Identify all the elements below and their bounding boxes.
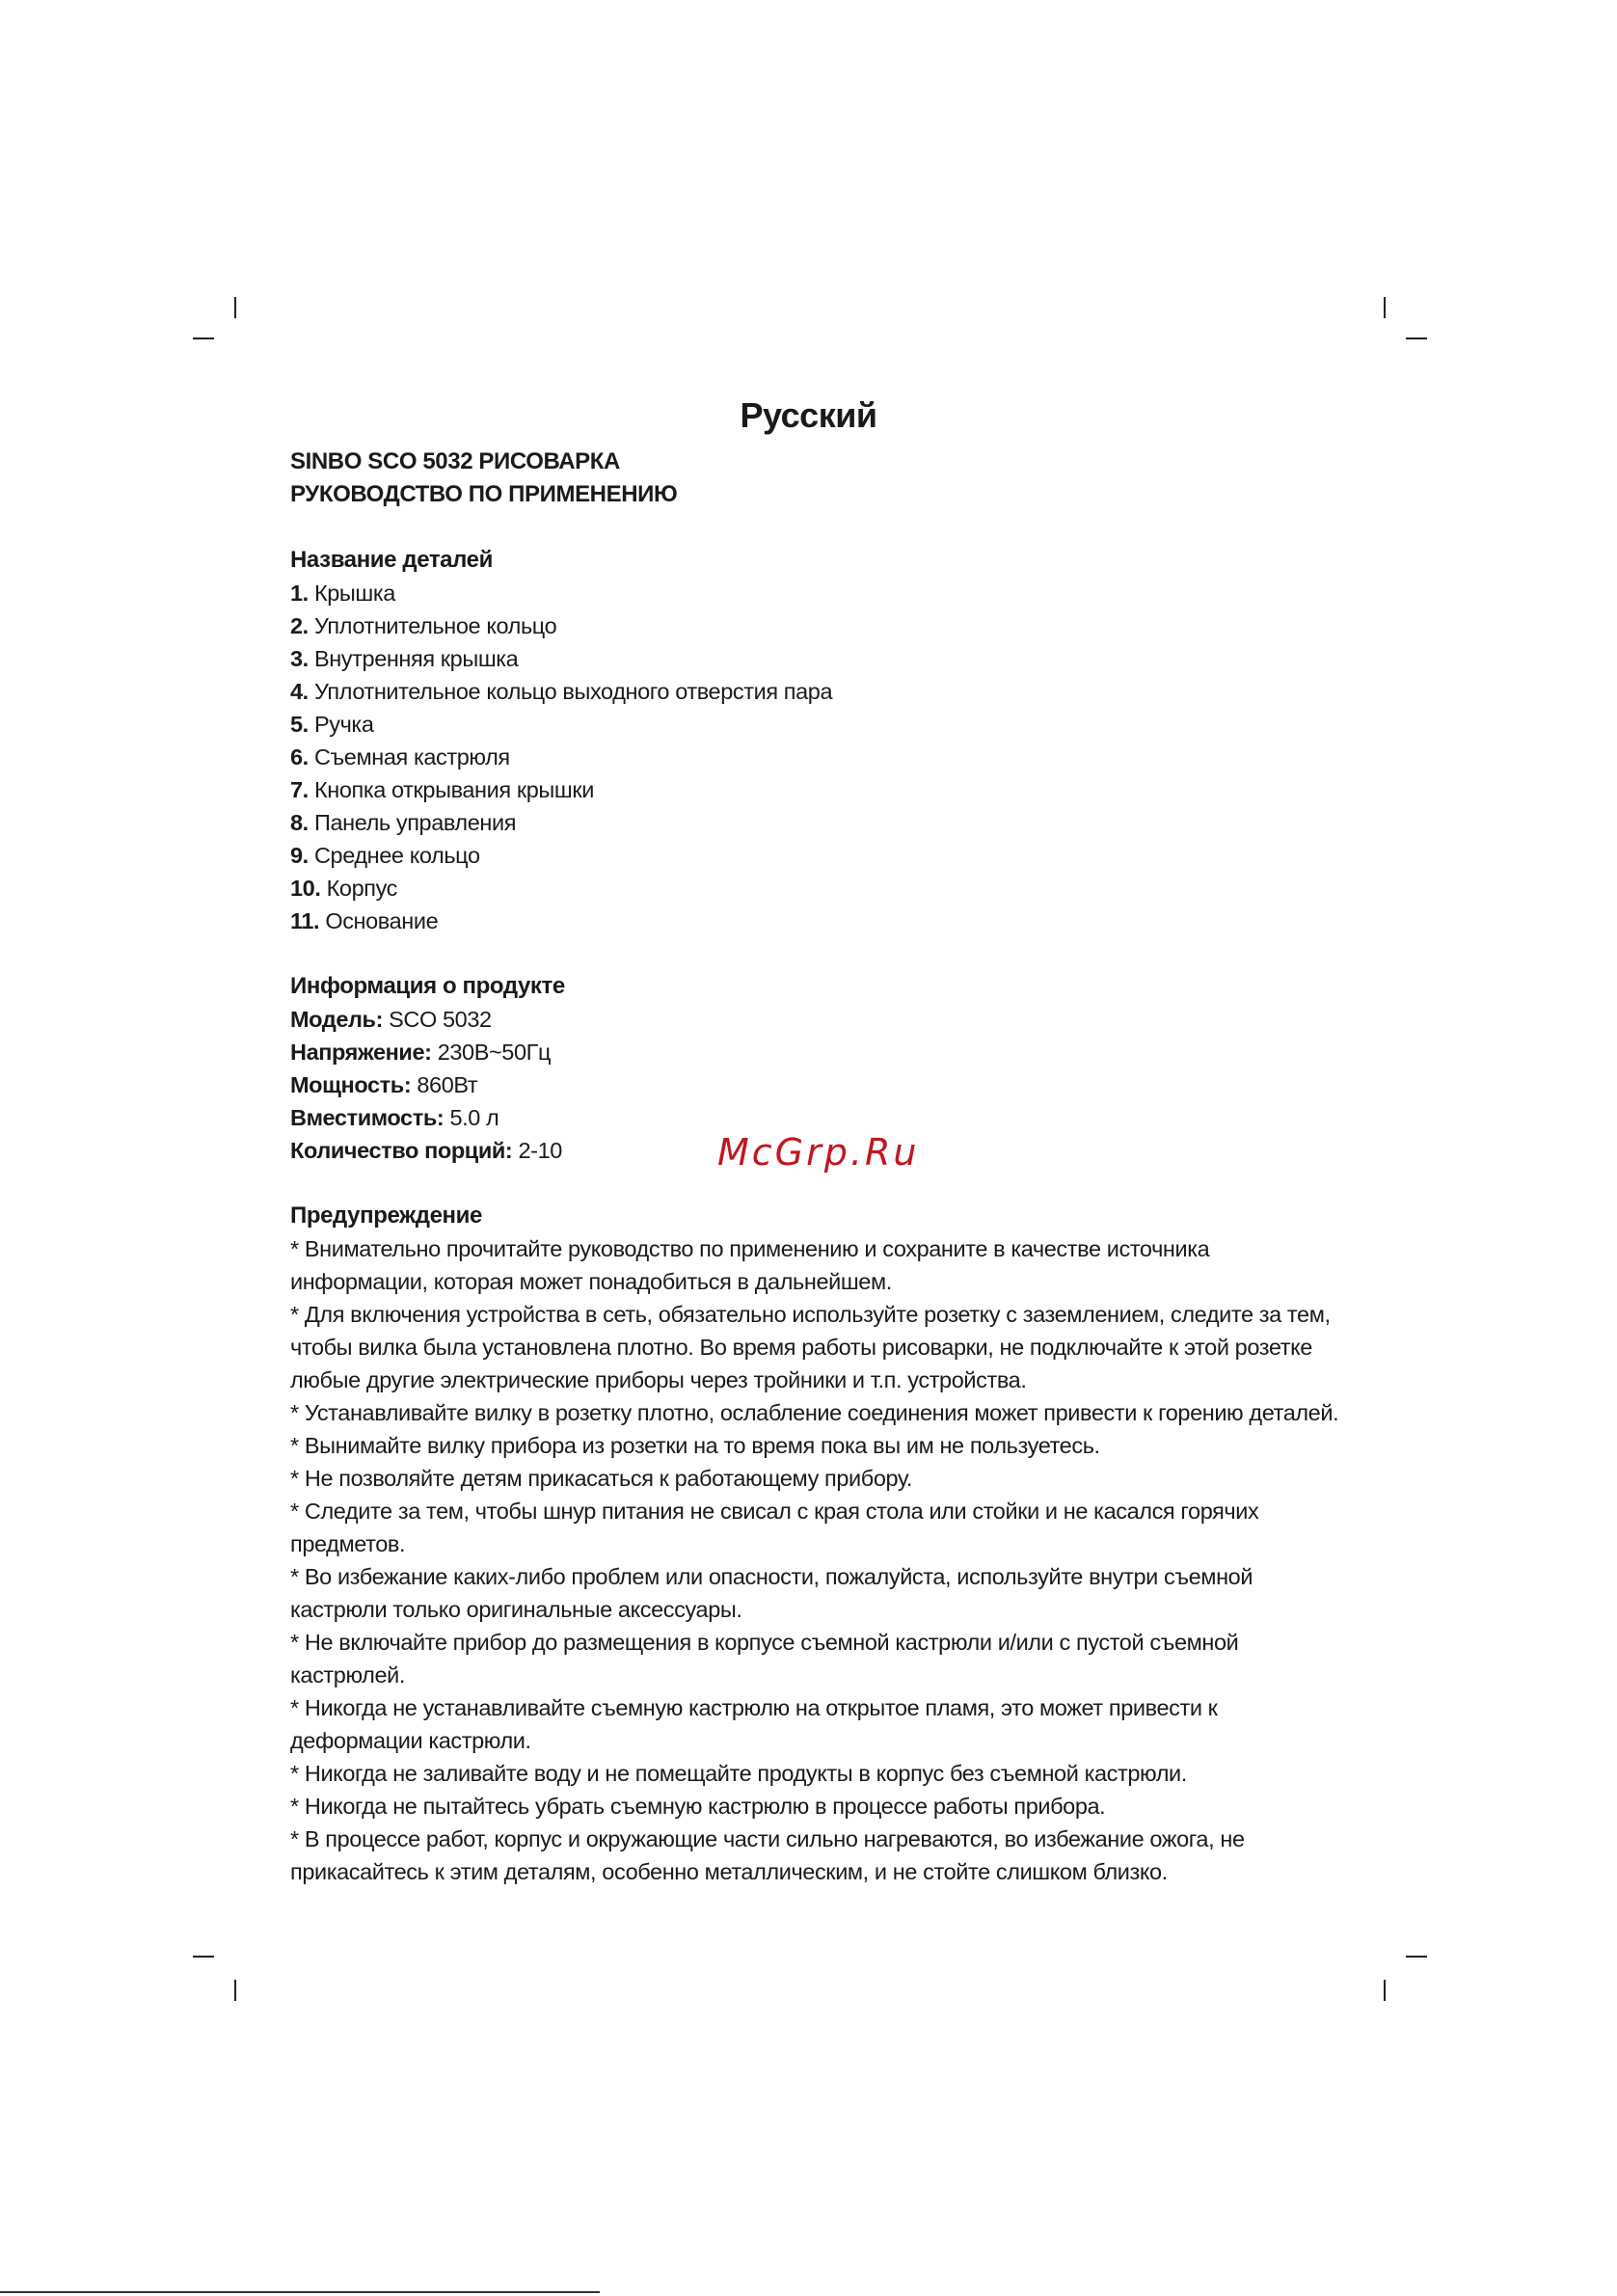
part-name: Среднее кольцо [313,843,480,868]
document-title-line2: РУКОВОДСТВО ПО ПРИМЕНЕНИЮ [290,481,678,507]
part-name: Уплотнительное кольцо выходного отверстия пара [313,679,833,704]
part-name: Съемная кастрюля [313,744,510,770]
warning-item: * Не позволяйте детям прикасаться к работающему прибору. [290,1466,913,1491]
warning-item: * Никогда не пытайтесь убрать съемную кастрюлю в процессе работы прибора. [290,1794,1106,1819]
product-info-label: Напряжение: [290,1040,432,1065]
part-name: Основание [325,908,439,933]
product-info-heading: Информация о продукте [290,973,565,999]
crop-mark-top-right-horizontal [1406,338,1427,339]
part-number: 11. [290,908,320,933]
parts-list [290,577,1351,937]
part-item [290,905,1351,937]
crop-mark-top-left-horizontal [193,338,214,339]
part-name: Крышка [313,581,395,606]
part-item [290,806,1351,839]
product-info-value: 5.0 л [449,1105,499,1130]
part-number: 8. [290,810,309,835]
warning-item: * Внимательно прочитайте руководство по применению и сохраните в качестве источника информации, которая может понадобиться в дальнейшем. [290,1236,1210,1294]
part-name: Внутренняя крышка [313,646,519,671]
part-number: 5. [290,712,309,737]
product-info-item [290,1068,1351,1101]
warning-item: * Во избежание каких-либо проблем или опасности, пожалуйста, используйте внутри съемной кастрюли только оригинальные аксессуары. [290,1564,1253,1622]
watermark: McGrp.Ru [717,1131,920,1174]
part-name: Уплотнительное кольцо [313,613,557,638]
product-info-value: 860Вт [417,1072,478,1097]
part-item [290,609,1351,642]
part-name: Кнопка открывания крышки [313,777,594,802]
bottom-edge-line [0,2291,600,2293]
product-info-value: SCO 5032 [389,1007,492,1032]
part-number: 7. [290,777,309,802]
part-number: 1. [290,581,309,606]
warning-item: * Следите за тем, чтобы шнур питания не свисал с края стола или стойки и не касался горячих предметов. [290,1499,1259,1556]
part-item [290,773,1351,806]
document-title-line1: SINBO SCO 5032 РИСОВАРКА [290,448,620,474]
product-info-label: Мощность: [290,1072,412,1097]
part-item [290,741,1351,773]
part-name: Корпус [326,876,397,901]
part-number: 10. [290,876,321,901]
crop-mark-bottom-left-vertical [234,1980,236,2001]
warning-item: * В процессе работ, корпус и окружающие части сильно нагреваются, во избежание ожога, не прикасайтесь к этим деталям, особенно металлическим, и не стойте слишком близко. [290,1826,1245,1884]
part-number: 6. [290,744,309,770]
warnings-list [290,1232,1351,1888]
part-number: 4. [290,679,309,704]
parts-heading: Название деталей [290,547,493,573]
part-item [290,577,1351,609]
product-info-label: Количество порций: [290,1138,513,1163]
crop-mark-top-right-vertical [1384,297,1386,318]
product-info-value: 2-10 [518,1138,562,1163]
crop-mark-bottom-right-horizontal [1406,1956,1427,1958]
product-info-label: Модель: [290,1007,384,1032]
product-info-label: Вместимость: [290,1105,445,1130]
warnings-heading: Предупреждение [290,1202,482,1229]
warning-item: * Вынимайте вилку прибора из розетки на то время пока вы им не пользуетесь. [290,1433,1100,1458]
part-number: 3. [290,646,309,671]
part-item [290,675,1351,708]
page-language-title: Русский [740,395,877,435]
product-info-item [290,1101,1351,1134]
part-name: Панель управления [313,810,517,835]
part-item [290,872,1351,905]
warning-item: * Для включения устройства в сеть, обязательно используйте розетку с заземлением, следите за тем, чтобы вилка была установлена плотно. Во время работы рисоварки, не подключайте к этой розетке любые другие электрические приборы через тройники и т.п. устройства. [290,1302,1331,1392]
product-info-item [290,1003,1351,1036]
crop-mark-top-left-vertical [234,297,236,318]
part-item [290,708,1351,741]
crop-mark-bottom-left-horizontal [193,1956,214,1958]
warning-item: * Никогда не заливайте воду и не помещайте продукты в корпус без съемной кастрюли. [290,1761,1187,1786]
part-item [290,642,1351,675]
warning-item: * Устанавливайте вилку в розетку плотно, ослабление соединения может привести к горению деталей. [290,1400,1339,1425]
crop-mark-bottom-right-vertical [1384,1980,1386,2001]
product-info-item [290,1036,1351,1068]
warning-item: * Не включайте прибор до размещения в корпусе съемной кастрюли и/или с пустой съемной кастрюлей. [290,1630,1239,1688]
part-number: 2. [290,613,309,638]
warning-item: * Никогда не устанавливайте съемную кастрюлю на открытое пламя, это может привести к деформации кастрюли. [290,1695,1218,1753]
product-info-value: 230В~50Гц [437,1040,552,1065]
part-item [290,839,1351,872]
part-name: Ручка [313,712,374,737]
part-number: 9. [290,843,309,868]
